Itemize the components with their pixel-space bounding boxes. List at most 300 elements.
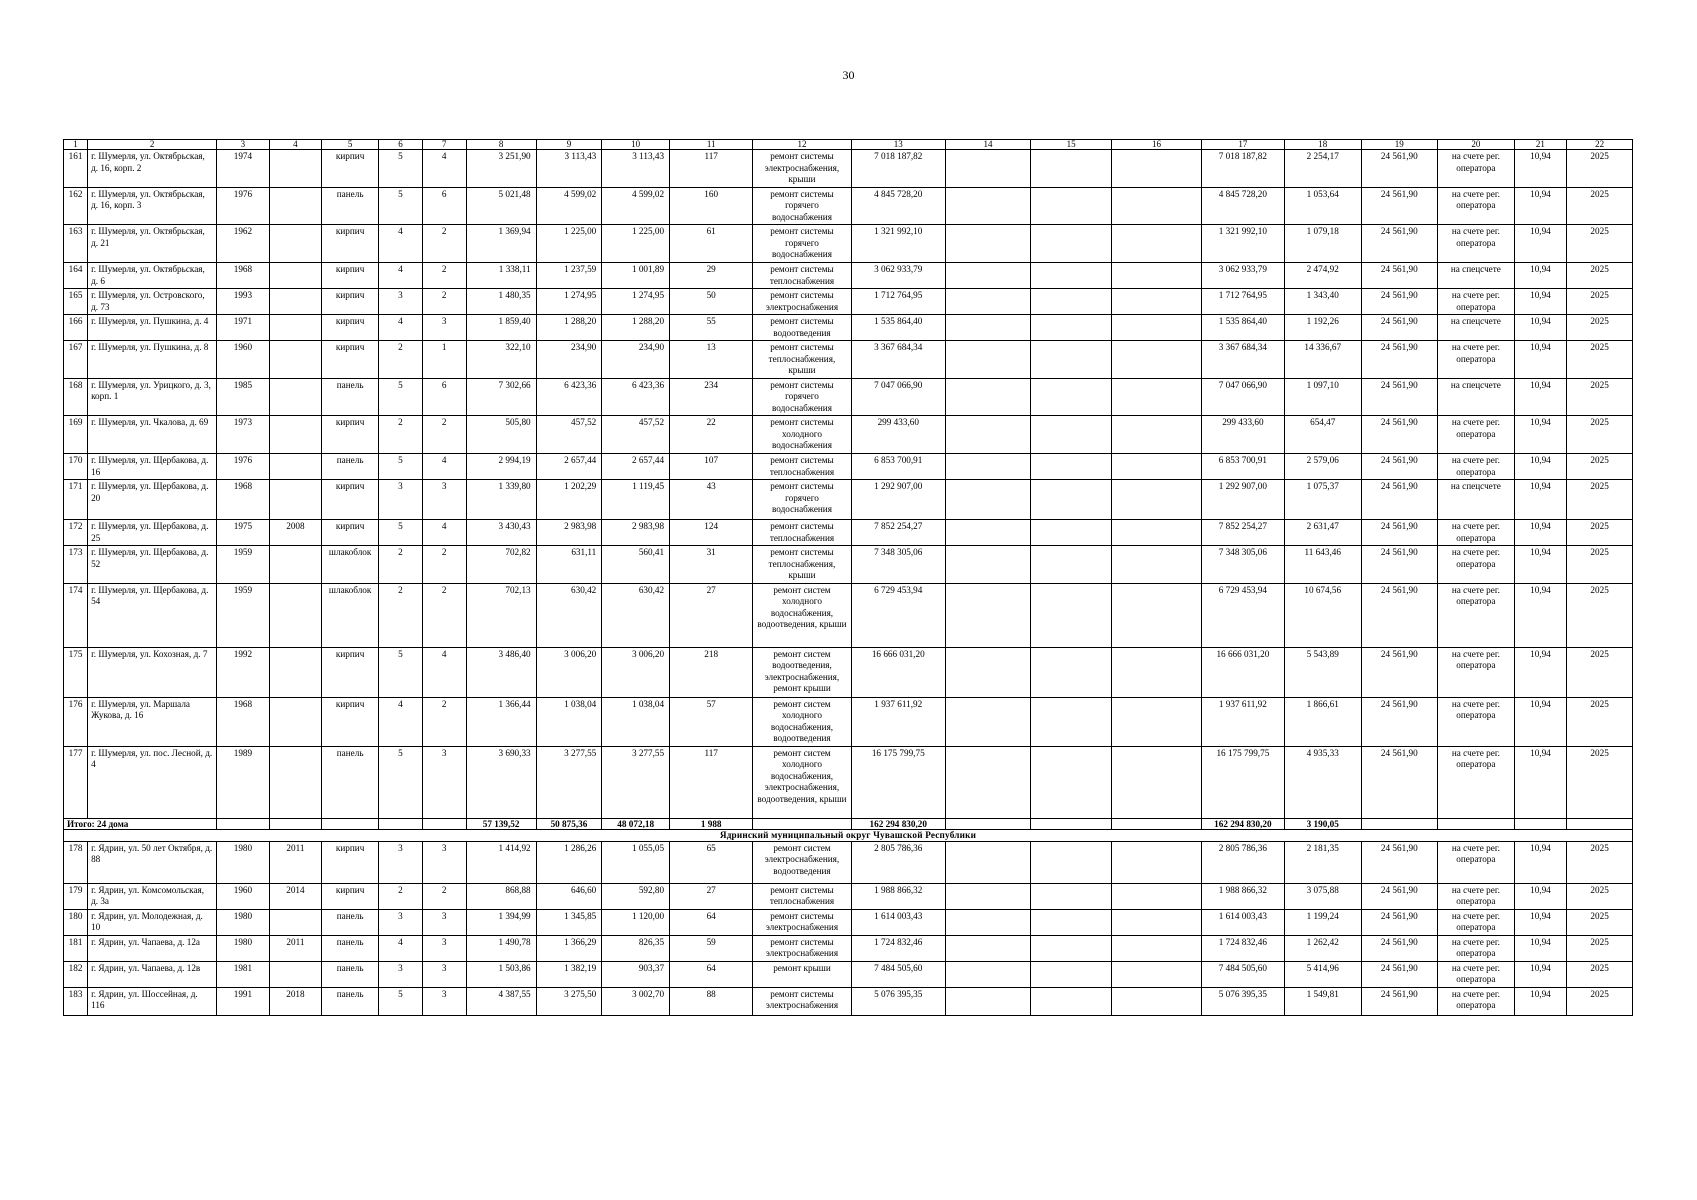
owned-area-cell: 903,37: [602, 961, 670, 987]
col-14-cell: [945, 909, 1030, 935]
col-21-cell: 10,94: [1514, 746, 1567, 818]
col-18-cell: 654,47: [1284, 416, 1361, 454]
col-14-cell: [945, 416, 1030, 454]
total-area-cell: 7 302,66: [466, 378, 536, 416]
total-area-cell: 2 994,19: [466, 454, 536, 480]
address-cell: г. Ядрин, ул. Чапаева, д. 12а: [88, 935, 217, 961]
column-number: 8: [466, 140, 536, 150]
address-cell: г. Шумерля, ул. Щербакова, д. 25: [88, 520, 217, 546]
wall-material-cell: панель: [322, 935, 379, 961]
year-built-cell: 1991: [217, 987, 270, 1015]
residents-cell: 107: [670, 454, 753, 480]
table-row: [64, 961, 1633, 987]
table-row: [64, 697, 1633, 746]
col-18-cell: 1 866,61: [1284, 697, 1361, 746]
address-cell: г. Ядрин, ул. Шоссейная, д. 116: [88, 987, 217, 1015]
col-21-cell: 10,94: [1514, 480, 1567, 520]
repair-cost-cell: 299 433,60: [851, 416, 945, 454]
column-number: 16: [1112, 140, 1202, 150]
col-16-cell: [1112, 647, 1202, 697]
col-20-cell: на счете рег. оператора: [1438, 583, 1515, 647]
col-21-cell: 10,94: [1514, 697, 1567, 746]
col-20-cell: на спецсчете: [1438, 378, 1515, 416]
year-reconstruction-cell: [269, 341, 322, 379]
col-16-cell: [1112, 378, 1202, 416]
floors-cell: 3: [379, 961, 423, 987]
owned-area-cell: 1 274,95: [602, 289, 670, 315]
col-19-cell: 24 561,90: [1361, 150, 1438, 188]
residential-area-cell: 3 275,50: [536, 987, 602, 1015]
owned-area-cell: 560,41: [602, 546, 670, 584]
col-14-cell: [945, 697, 1030, 746]
col-16-cell: [1112, 454, 1202, 480]
total-empty-cell: [379, 818, 423, 829]
repair-work-cell: ремонт системы электроснабжения: [753, 935, 851, 961]
column-number: 7: [422, 140, 466, 150]
col-22-cell: 2025: [1567, 187, 1633, 225]
col-21-cell: 10,94: [1514, 883, 1567, 909]
repair-work-cell: ремонт систем холодного водоснабжения, водоотведения, крыши: [753, 583, 851, 647]
col-18-cell: 10 674,56: [1284, 583, 1361, 647]
col-19-cell: 24 561,90: [1361, 480, 1438, 520]
floors-cell: 5: [379, 378, 423, 416]
total-empty-cell: [1031, 818, 1112, 829]
repair-cost-cell: 16 666 031,20: [851, 647, 945, 697]
wall-material-cell: кирпич: [322, 841, 379, 883]
entrances-cell: 3: [422, 961, 466, 987]
col-18-cell: 5 414,96: [1284, 961, 1361, 987]
table-row: [64, 841, 1633, 883]
wall-material-cell: кирпич: [322, 225, 379, 263]
col-18-cell: 14 336,67: [1284, 341, 1361, 379]
col-16-cell: [1112, 520, 1202, 546]
total-empty-cell: [1438, 818, 1515, 829]
col-19-cell: 24 561,90: [1361, 454, 1438, 480]
col-22-cell: 2025: [1567, 697, 1633, 746]
floors-cell: 4: [379, 225, 423, 263]
address-cell: г. Шумерля, ул. Щербакова, д. 20: [88, 480, 217, 520]
year-reconstruction-cell: [269, 961, 322, 987]
col-17-cell: 1 292 907,00: [1201, 480, 1284, 520]
total-residents: 1 988: [670, 818, 753, 829]
residential-area-cell: 457,52: [536, 416, 602, 454]
table-row: [64, 909, 1633, 935]
total-area-cell: 868,88: [466, 883, 536, 909]
residential-area-cell: 2 983,98: [536, 520, 602, 546]
residents-cell: 55: [670, 315, 753, 341]
year-built-cell: 1992: [217, 647, 270, 697]
section-title: Ядринский муниципальный округ Чувашской Республики: [64, 829, 1633, 841]
col-22-cell: 2025: [1567, 987, 1633, 1015]
col-19-cell: 24 561,90: [1361, 647, 1438, 697]
row-number-cell: 180: [64, 909, 88, 935]
col-19-cell: 24 561,90: [1361, 841, 1438, 883]
row-number-cell: 176: [64, 697, 88, 746]
col-22-cell: 2025: [1567, 883, 1633, 909]
floors-cell: 3: [379, 909, 423, 935]
repair-cost-cell: 7 484 505,60: [851, 961, 945, 987]
total-empty-cell: [1514, 818, 1567, 829]
repair-cost-cell: 7 348 305,06: [851, 546, 945, 584]
year-built-cell: 1968: [217, 697, 270, 746]
total-area-cell: 1 414,92: [466, 841, 536, 883]
wall-material-cell: кирпич: [322, 647, 379, 697]
col-14-cell: [945, 987, 1030, 1015]
col-19-cell: 24 561,90: [1361, 961, 1438, 987]
residential-area-cell: 6 423,36: [536, 378, 602, 416]
year-built-cell: 1985: [217, 378, 270, 416]
col-22-cell: 2025: [1567, 546, 1633, 584]
year-reconstruction-cell: [269, 454, 322, 480]
total-area-cell: 3 251,90: [466, 150, 536, 188]
address-cell: г. Ядрин, ул. Комсомольская, д. 3а: [88, 883, 217, 909]
entrances-cell: 2: [422, 697, 466, 746]
year-built-cell: 1971: [217, 315, 270, 341]
col-18-cell: 2 631,47: [1284, 520, 1361, 546]
column-number: 5: [322, 140, 379, 150]
owned-area-cell: 1 225,00: [602, 225, 670, 263]
floors-cell: 3: [379, 289, 423, 315]
repair-work-cell: ремонт системы горячего водоснабжения: [753, 187, 851, 225]
entrances-cell: 4: [422, 520, 466, 546]
total-area-cell: 1 480,35: [466, 289, 536, 315]
year-built-cell: 1959: [217, 583, 270, 647]
col-18-cell: 1 343,40: [1284, 289, 1361, 315]
col-21-cell: 10,94: [1514, 378, 1567, 416]
col-20-cell: на счете рег. оператора: [1438, 909, 1515, 935]
col-17-cell: 7 348 305,06: [1201, 546, 1284, 584]
col-15-cell: [1031, 225, 1112, 263]
table-row: [64, 546, 1633, 584]
repair-work-cell: ремонт системы теплоснабжения: [753, 520, 851, 546]
col-21-cell: 10,94: [1514, 187, 1567, 225]
col-17-cell: 7 018 187,82: [1201, 150, 1284, 188]
col-17-cell: 299 433,60: [1201, 416, 1284, 454]
col-17-cell: 4 845 728,20: [1201, 187, 1284, 225]
repair-cost-cell: 6 729 453,94: [851, 583, 945, 647]
residential-area-cell: 4 599,02: [536, 187, 602, 225]
row-number-cell: 183: [64, 987, 88, 1015]
col-18-cell: 1 199,24: [1284, 909, 1361, 935]
floors-cell: 3: [379, 841, 423, 883]
repair-cost-cell: 1 535 864,40: [851, 315, 945, 341]
residents-cell: 13: [670, 341, 753, 379]
year-built-cell: 1980: [217, 935, 270, 961]
owned-area-cell: 1 119,45: [602, 480, 670, 520]
table-row: [64, 935, 1633, 961]
year-built-cell: 1980: [217, 841, 270, 883]
entrances-cell: 2: [422, 416, 466, 454]
col-16-cell: [1112, 935, 1202, 961]
owned-area-cell: 3 006,20: [602, 647, 670, 697]
residents-cell: 31: [670, 546, 753, 584]
column-number: 14: [945, 140, 1030, 150]
residential-area-cell: 646,60: [536, 883, 602, 909]
year-built-cell: 1974: [217, 150, 270, 188]
total-c18: 3 190,05: [1284, 818, 1361, 829]
repair-work-cell: ремонт системы горячего водоснабжения: [753, 480, 851, 520]
year-reconstruction-cell: [269, 416, 322, 454]
col-21-cell: 10,94: [1514, 520, 1567, 546]
col-19-cell: 24 561,90: [1361, 987, 1438, 1015]
wall-material-cell: панель: [322, 378, 379, 416]
col-17-cell: 5 076 395,35: [1201, 987, 1284, 1015]
col-17-cell: 3 367 684,34: [1201, 341, 1284, 379]
address-cell: г. Шумерля, ул. Щербакова, д. 54: [88, 583, 217, 647]
owned-area-cell: 2 657,44: [602, 454, 670, 480]
col-15-cell: [1031, 480, 1112, 520]
total-area-cell: 1 503,86: [466, 961, 536, 987]
total-empty-cell: [1567, 818, 1633, 829]
total-c17: 162 294 830,20: [1201, 818, 1284, 829]
entrances-cell: 6: [422, 378, 466, 416]
owned-area-cell: 1 055,05: [602, 841, 670, 883]
row-number-cell: 175: [64, 647, 88, 697]
total-area-cell: 5 021,48: [466, 187, 536, 225]
col-18-cell: 2 474,92: [1284, 263, 1361, 289]
col-15-cell: [1031, 289, 1112, 315]
residential-area-cell: 631,11: [536, 546, 602, 584]
repair-cost-cell: 3 367 684,34: [851, 341, 945, 379]
residents-cell: 50: [670, 289, 753, 315]
col-22-cell: 2025: [1567, 263, 1633, 289]
year-reconstruction-cell: 2011: [269, 935, 322, 961]
wall-material-cell: кирпич: [322, 883, 379, 909]
col-15-cell: [1031, 187, 1112, 225]
col-16-cell: [1112, 883, 1202, 909]
wall-material-cell: панель: [322, 454, 379, 480]
col-15-cell: [1031, 416, 1112, 454]
col-14-cell: [945, 263, 1030, 289]
col-14-cell: [945, 289, 1030, 315]
address-cell: г. Шумерля, ул. Маршала Жукова, д. 16: [88, 697, 217, 746]
repair-cost-cell: 2 805 786,36: [851, 841, 945, 883]
wall-material-cell: шлакоблок: [322, 546, 379, 584]
address-cell: г. Шумерля, ул. Чкалова, д. 69: [88, 416, 217, 454]
year-built-cell: 1959: [217, 546, 270, 584]
address-cell: г. Шумерля, ул. Пушкина, д. 4: [88, 315, 217, 341]
owned-area-cell: 6 423,36: [602, 378, 670, 416]
column-number: 22: [1567, 140, 1633, 150]
address-cell: г. Ядрин, ул. Молодежная, д. 10: [88, 909, 217, 935]
col-16-cell: [1112, 987, 1202, 1015]
col-16-cell: [1112, 289, 1202, 315]
owned-area-cell: 630,42: [602, 583, 670, 647]
column-number: 12: [753, 140, 851, 150]
column-number: 4: [269, 140, 322, 150]
floors-cell: 5: [379, 454, 423, 480]
total-area-total: 57 139,52: [466, 818, 536, 829]
col-20-cell: на счете рег. оператора: [1438, 987, 1515, 1015]
table-row: [64, 263, 1633, 289]
year-built-cell: 1975: [217, 520, 270, 546]
address-cell: г. Шумерля, ул. Щербакова, д. 16: [88, 454, 217, 480]
owned-area-cell: 1 288,20: [602, 315, 670, 341]
year-reconstruction-cell: [269, 546, 322, 584]
year-reconstruction-cell: [269, 378, 322, 416]
year-reconstruction-cell: [269, 480, 322, 520]
col-16-cell: [1112, 909, 1202, 935]
col-14-cell: [945, 341, 1030, 379]
col-19-cell: 24 561,90: [1361, 883, 1438, 909]
col-17-cell: 7 852 254,27: [1201, 520, 1284, 546]
entrances-cell: 6: [422, 187, 466, 225]
col-20-cell: на спецсчете: [1438, 480, 1515, 520]
col-19-cell: 24 561,90: [1361, 263, 1438, 289]
wall-material-cell: кирпич: [322, 263, 379, 289]
entrances-cell: 3: [422, 315, 466, 341]
col-22-cell: 2025: [1567, 520, 1633, 546]
address-cell: г. Ядрин, ул. Чапаева, д. 12в: [88, 961, 217, 987]
col-22-cell: 2025: [1567, 454, 1633, 480]
col-18-cell: 3 075,88: [1284, 883, 1361, 909]
col-21-cell: 10,94: [1514, 263, 1567, 289]
residential-area-cell: 3 006,20: [536, 647, 602, 697]
total-area-cell: 4 387,55: [466, 987, 536, 1015]
col-16-cell: [1112, 841, 1202, 883]
entrances-cell: 3: [422, 935, 466, 961]
col-14-cell: [945, 520, 1030, 546]
wall-material-cell: кирпич: [322, 697, 379, 746]
year-reconstruction-cell: [269, 187, 322, 225]
residential-area-cell: 1 366,29: [536, 935, 602, 961]
col-18-cell: 1 079,18: [1284, 225, 1361, 263]
column-number: 11: [670, 140, 753, 150]
total-area-cell: 322,10: [466, 341, 536, 379]
address-cell: г. Ядрин, ул. 50 лет Октября, д. 88: [88, 841, 217, 883]
col-15-cell: [1031, 841, 1112, 883]
col-19-cell: 24 561,90: [1361, 187, 1438, 225]
col-15-cell: [1031, 935, 1112, 961]
owned-area-cell: 457,52: [602, 416, 670, 454]
total-area-cell: 3 690,33: [466, 746, 536, 818]
column-number: 2: [88, 140, 217, 150]
repair-work-cell: ремонт системы теплоснабжения, крыши: [753, 546, 851, 584]
col-15-cell: [1031, 378, 1112, 416]
col-14-cell: [945, 225, 1030, 263]
col-15-cell: [1031, 263, 1112, 289]
total-row: [64, 818, 1633, 829]
residents-cell: 65: [670, 841, 753, 883]
residential-area-cell: 3 113,43: [536, 150, 602, 188]
entrances-cell: 4: [422, 150, 466, 188]
residential-area-cell: 1 382,19: [536, 961, 602, 987]
col-21-cell: 10,94: [1514, 583, 1567, 647]
col-17-cell: 7 047 066,90: [1201, 378, 1284, 416]
repair-work-cell: ремонт системы холодного водоснабжения: [753, 416, 851, 454]
col-15-cell: [1031, 150, 1112, 188]
year-built-cell: 1981: [217, 961, 270, 987]
column-number: 13: [851, 140, 945, 150]
residential-area-cell: 1 237,59: [536, 263, 602, 289]
floors-cell: 4: [379, 935, 423, 961]
owned-area-cell: 3 113,43: [602, 150, 670, 188]
column-number: 10: [602, 140, 670, 150]
repair-cost-cell: 1 724 832,46: [851, 935, 945, 961]
residential-area-cell: 1 274,95: [536, 289, 602, 315]
col-16-cell: [1112, 150, 1202, 188]
floors-cell: 4: [379, 263, 423, 289]
year-reconstruction-cell: [269, 909, 322, 935]
total-empty-cell: [1112, 818, 1202, 829]
residents-cell: 61: [670, 225, 753, 263]
wall-material-cell: кирпич: [322, 480, 379, 520]
col-19-cell: 24 561,90: [1361, 315, 1438, 341]
row-number-cell: 163: [64, 225, 88, 263]
col-22-cell: 2025: [1567, 909, 1633, 935]
col-17-cell: 1 712 764,95: [1201, 289, 1284, 315]
col-20-cell: на счете рег. оператора: [1438, 546, 1515, 584]
col-17-cell: 16 175 799,75: [1201, 746, 1284, 818]
residents-cell: 29: [670, 263, 753, 289]
wall-material-cell: панель: [322, 746, 379, 818]
col-22-cell: 2025: [1567, 746, 1633, 818]
col-17-cell: 1 535 864,40: [1201, 315, 1284, 341]
col-14-cell: [945, 961, 1030, 987]
repair-work-cell: ремонт системы электроснабжения: [753, 909, 851, 935]
entrances-cell: 4: [422, 647, 466, 697]
col-14-cell: [945, 935, 1030, 961]
owned-area-cell: 4 599,02: [602, 187, 670, 225]
address-cell: г. Шумерля, ул. пос. Лесной, д. 4: [88, 746, 217, 818]
floors-cell: 2: [379, 416, 423, 454]
col-18-cell: 1 075,37: [1284, 480, 1361, 520]
col-18-cell: 2 254,17: [1284, 150, 1361, 188]
col-16-cell: [1112, 315, 1202, 341]
floors-cell: 2: [379, 583, 423, 647]
col-20-cell: на счете рег. оператора: [1438, 961, 1515, 987]
col-18-cell: 11 643,46: [1284, 546, 1361, 584]
row-number-cell: 165: [64, 289, 88, 315]
col-14-cell: [945, 841, 1030, 883]
col-22-cell: 2025: [1567, 378, 1633, 416]
total-cost: 162 294 830,20: [851, 818, 945, 829]
year-reconstruction-cell: [269, 583, 322, 647]
residents-cell: 117: [670, 746, 753, 818]
year-reconstruction-cell: [269, 697, 322, 746]
col-15-cell: [1031, 883, 1112, 909]
repair-work-cell: ремонт систем электроснабжения, водоотведения: [753, 841, 851, 883]
owned-area-cell: 1 038,04: [602, 697, 670, 746]
year-built-cell: 1960: [217, 341, 270, 379]
column-number: 21: [1514, 140, 1567, 150]
address-cell: г. Шумерля, ул. Октябрьская, д. 16, корп. 2: [88, 150, 217, 188]
repair-cost-cell: 1 321 992,10: [851, 225, 945, 263]
owned-area-cell: 1 120,00: [602, 909, 670, 935]
year-reconstruction-cell: 2008: [269, 520, 322, 546]
col-19-cell: 24 561,90: [1361, 909, 1438, 935]
col-21-cell: 10,94: [1514, 315, 1567, 341]
col-15-cell: [1031, 341, 1112, 379]
row-number-cell: 166: [64, 315, 88, 341]
row-number-cell: 168: [64, 378, 88, 416]
row-number-cell: 172: [64, 520, 88, 546]
total-area-cell: 702,13: [466, 583, 536, 647]
year-reconstruction-cell: 2018: [269, 987, 322, 1015]
col-20-cell: на счете рег. оператора: [1438, 746, 1515, 818]
year-reconstruction-cell: 2014: [269, 883, 322, 909]
repair-work-cell: ремонт системы электроснабжения, крыши: [753, 150, 851, 188]
wall-material-cell: кирпич: [322, 289, 379, 315]
repair-cost-cell: 1 292 907,00: [851, 480, 945, 520]
col-17-cell: 1 724 832,46: [1201, 935, 1284, 961]
residents-cell: 88: [670, 987, 753, 1015]
col-21-cell: 10,94: [1514, 546, 1567, 584]
repair-cost-cell: 16 175 799,75: [851, 746, 945, 818]
col-20-cell: на счете рег. оператора: [1438, 341, 1515, 379]
column-number: 6: [379, 140, 423, 150]
table-row: [64, 187, 1633, 225]
